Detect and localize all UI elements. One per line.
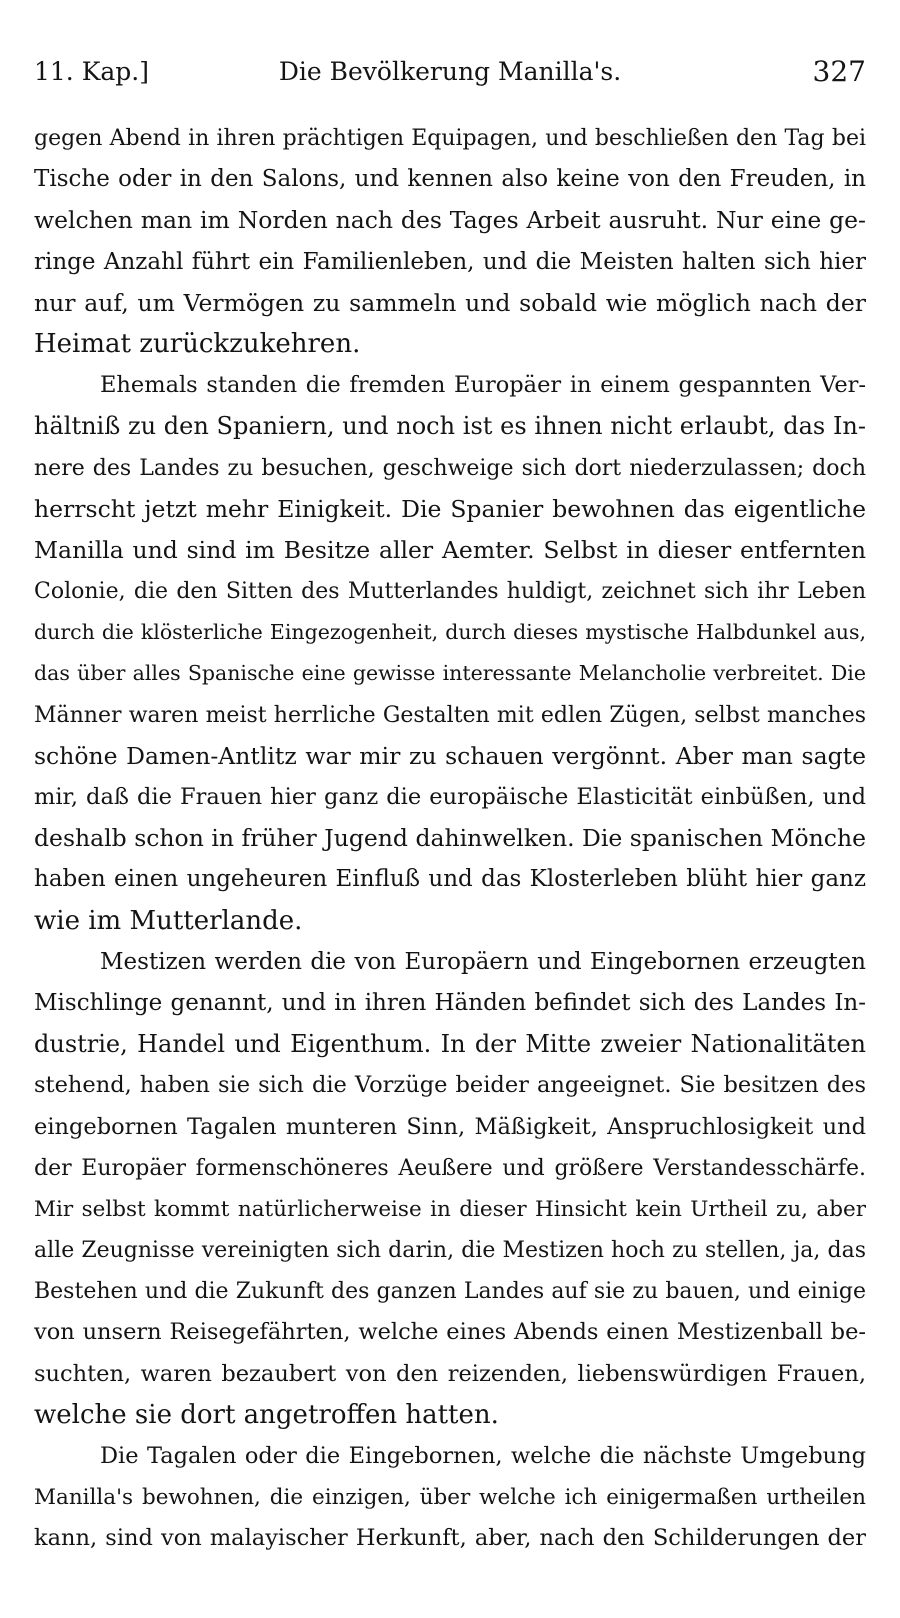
running-header [34, 52, 866, 92]
text-line: hältniß zu den Spaniern, und noch ist es ihnen nicht erlaubt, das In- [34, 412, 866, 441]
text-line: welche sie dort angetroffen hatten. [34, 1399, 499, 1430]
paragraph [34, 118, 866, 365]
text-line: das über alles Spanische eine gewisse interessante Melancholie verbreitet. Die [34, 661, 866, 686]
text-line: nur auf, um Vermögen zu sammeln und sobald wie möglich nach der [34, 288, 866, 317]
text-line: dustrie, Handel und Eigenthum. In der Mitte zweier Nationalitäten [34, 1030, 866, 1059]
text-line: Mir selbst kommt natürlicherweise in dieser Hinsicht kein Urtheil zu, aber [34, 1196, 866, 1222]
text-line: haben einen ungeheuren Einfluß und das Klosterleben blüht hier ganz [34, 866, 866, 893]
text-line: gegen Abend in ihren prächtigen Equipagen, und beschließen den Tag bei [34, 126, 866, 151]
text-line: Colonie, die den Sitten des Mutterlandes huldigt, zeichnet sich ihr Leben [34, 579, 866, 605]
text-line: Mischlinge genannt, und in ihren Händen befindet sich des Landes In- [34, 989, 866, 1016]
text-line: durch die klösterliche Eingezogenheit, durch dieses mystische Halbdunkel aus, [34, 620, 866, 645]
text-line: mir, daß die Frauen hier ganz die europäische Elasticität einbüßen, und [34, 784, 866, 810]
text-line: Tische oder in den Salons, und kennen also keine von den Freuden, in [34, 166, 866, 193]
paragraph [34, 365, 866, 942]
text-line: Bestehen und die Zukunft des ganzen Landes auf sie zu bauen, und einige [34, 1279, 866, 1305]
running-title: Die Bevölkerung Manilla's. [278, 57, 622, 86]
chapter-marker: 11. Kap.] [34, 57, 149, 86]
text-line: schöne Damen-Antlitz war mir zu schauen vergönnt. Aber man sagte [34, 741, 866, 770]
text-line: suchten, waren bezaubert von den reizenden, liebenswürdigen Frauen, [34, 1360, 866, 1387]
text-line: welchen man im Norden nach des Tages Arbeit ausruht. Nur eine ge- [34, 206, 866, 235]
text-line: Heimat zurückzukehren. [34, 328, 361, 359]
page-body-text [34, 118, 866, 1560]
text-line: Manilla's bewohnen, die einzigen, über welche ich einigermaßen urtheilen [34, 1485, 866, 1511]
text-line: von unsern Reisegefährten, welche eines Abends einen Mestizenball be- [34, 1319, 866, 1346]
paragraph [34, 942, 866, 1436]
text-line: kann, sind von malayischer Herkunft, aber, nach den Schilderungen der [34, 1525, 866, 1552]
text-line: Männer waren meist herrliche Gestalten mit edlen Zügen, selbst manches [34, 702, 866, 728]
text-line: nere des Landes zu besuchen, geschweige sich dort niederzulassen; doch [34, 455, 866, 481]
text-line: ringe Anzahl führt ein Familienleben, und die Meisten halten sich hier [34, 248, 866, 275]
page-number: 327 [812, 55, 866, 88]
text-line: stehend, haben sie sich die Vorzüge beider angeeignet. Sie besitzen des [34, 1072, 866, 1099]
text-line: herrscht jetzt mehr Einigkeit. Die Spanier bewohnen das eigentliche [34, 494, 866, 523]
text-line: der Europäer formenschöneres Aeußere und größere Verstandesschärfe. [34, 1155, 866, 1181]
text-line: deshalb schon in früher Jugend dahinwelken. Die spanischen Mönche [34, 824, 866, 853]
text-line: eingebornen Tagalen munteren Sinn, Mäßigkeit, Anspruchlosigkeit und [34, 1113, 866, 1140]
text-line: alle Zeugnisse vereinigten sich darin, die Mestizen hoch zu stellen, ja, das [34, 1238, 866, 1264]
text-line: Die Tagalen oder die Eingebornen, welche die nächste Umgebung [100, 1443, 866, 1469]
paragraph [34, 1436, 866, 1560]
text-line: wie im Mutterlande. [34, 905, 303, 936]
text-line: Mestizen werden die von Europäern und Eingebornen erzeugten [100, 948, 866, 975]
text-line: Manilla und sind im Besitze aller Aemter. Selbst in dieser entfernten [34, 535, 866, 564]
text-line: Ehemals standen die fremden Europäer in einem gespannten Ver- [100, 372, 866, 399]
